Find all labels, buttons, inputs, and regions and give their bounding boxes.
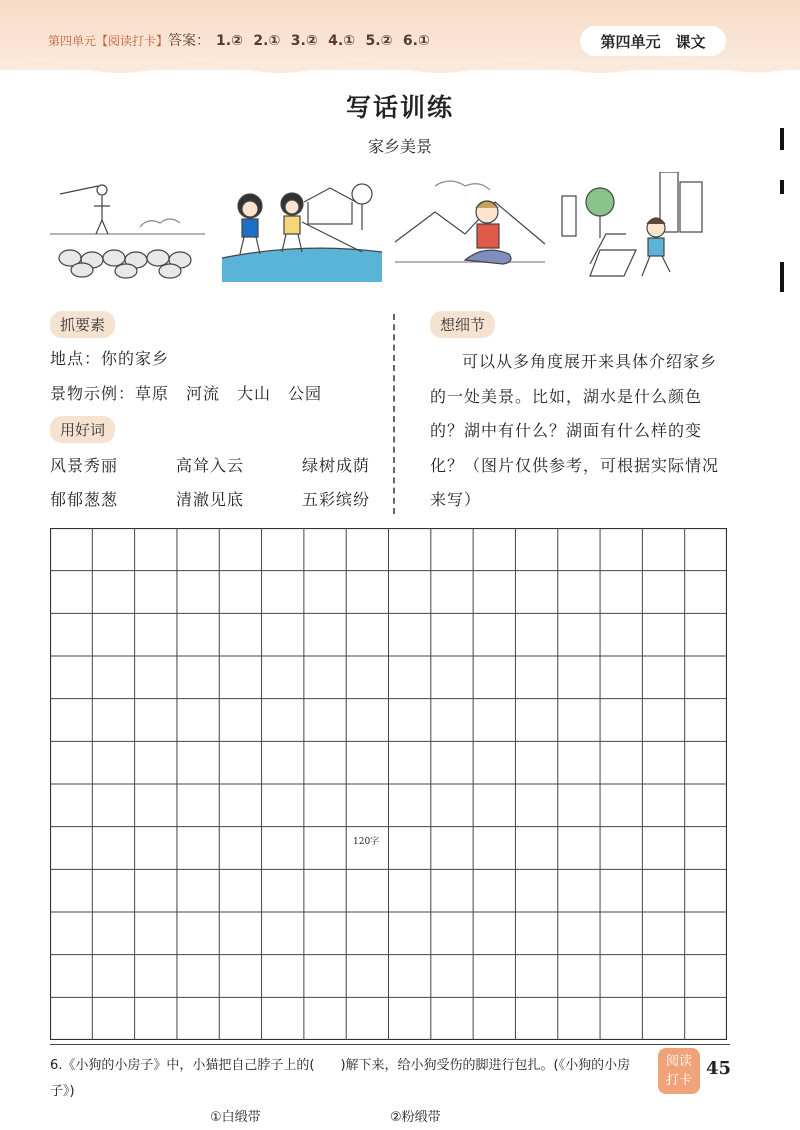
details-text: 可以从多角度展开来具体介绍家乡的一处美景。比如，湖水是什么颜色的？湖中有什么？湖面有什么样的变化？（图片仅供参考，可根据实际情况来写）: [430, 352, 720, 509]
good-word: 郁郁葱葱: [50, 490, 119, 509]
answer-3: 3.②: [290, 33, 318, 49]
good-word: 绿树成荫: [301, 456, 370, 475]
good-words-row-2: [50, 487, 370, 510]
page-subtitle: 家乡美景: [367, 137, 432, 156]
binder-mark: [780, 180, 784, 194]
reading-checkin-badge: [658, 1048, 700, 1094]
children-by-river-picture: [222, 184, 382, 282]
header-wave: [0, 58, 800, 80]
good-word: 风景秀丽: [50, 456, 119, 475]
badge-line-2: 打卡: [665, 1073, 692, 1088]
answer-1: 1.②: [216, 33, 243, 49]
badge-line-1: 阅读: [665, 1054, 692, 1069]
footer-divider: [50, 1044, 730, 1045]
answer-5: 5.②: [365, 33, 393, 49]
answer-4: 4.①: [328, 33, 356, 49]
page-number: 45: [706, 1058, 732, 1079]
elements-label: 抓要素: [50, 311, 115, 338]
details-label: 想细节: [430, 311, 495, 338]
answer-2: 2.①: [253, 33, 281, 49]
unit-label: 第四单元 课文: [580, 26, 726, 56]
binder-mark: [780, 262, 784, 292]
option-2: ②粉缎带: [390, 1110, 441, 1125]
child-in-park-picture: [562, 172, 702, 276]
good-words-row-1: [50, 453, 370, 476]
answer-key: [48, 30, 430, 50]
herdsman-with-sheep-picture: [50, 185, 205, 278]
good-word: 高耸入云: [175, 456, 244, 475]
answers-prefix: 答案：: [168, 33, 211, 49]
boy-by-mountain-picture: [395, 181, 545, 264]
writing-grid[interactable]: [50, 528, 727, 1040]
option-1: ①白缎带: [210, 1110, 261, 1125]
column-divider: [393, 314, 395, 514]
location-line: 地点：你的家乡: [50, 349, 170, 368]
good-words-label: 用好词: [50, 416, 115, 443]
word-count-marker: 120字: [353, 837, 380, 847]
illustration-strip: [50, 172, 730, 282]
good-word: 五彩缤纷: [301, 490, 370, 509]
question-options: [50, 1105, 640, 1130]
scenery-line: 景物示例：草原 河流 大山 公园: [50, 384, 323, 403]
question-text: 6.《小狗的小房子》中，小猫把自己脖子上的( )解下来，给小狗受伤的脚进行包扎。(《小狗的小房子》): [50, 1058, 631, 1099]
good-word: 清澈见底: [175, 490, 244, 509]
unit-tag: 第四单元【阅读打卡】: [48, 34, 169, 48]
question-6: [50, 1053, 640, 1130]
page-title: 写话训练: [345, 93, 454, 122]
answer-6: 6.①: [402, 33, 430, 49]
